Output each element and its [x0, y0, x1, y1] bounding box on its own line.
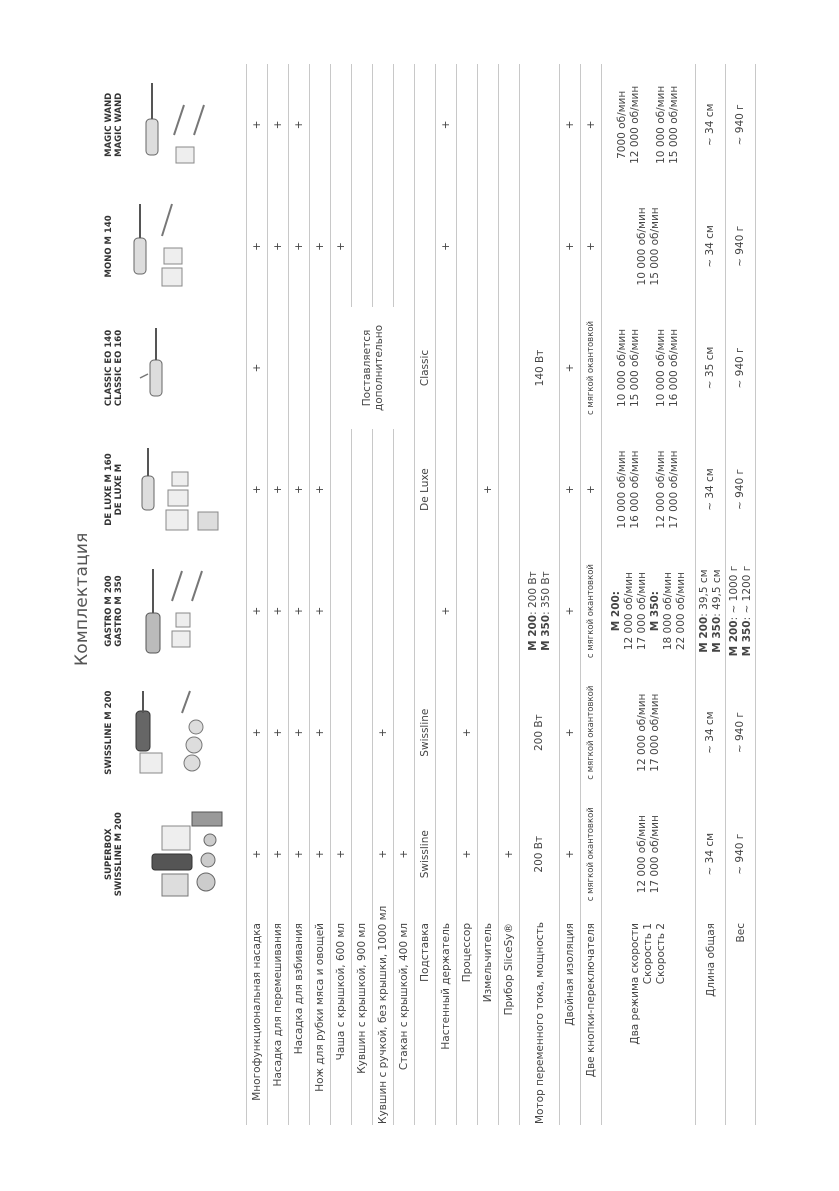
row-label: Вес [726, 915, 756, 1125]
table-cell: + [268, 186, 289, 308]
weight-value: : ~ 1000 г [727, 565, 740, 621]
table-cell: + [289, 550, 310, 672]
table-cell: ~ 34 см [696, 672, 726, 794]
model-label: M 350 [539, 614, 552, 651]
row-label: Длина общая [696, 915, 726, 1125]
speed-value: 15 000 об/мин [668, 85, 680, 164]
table-cell [457, 64, 478, 186]
table-row [289, 64, 310, 1125]
product-name: SWISSLINE M 200 [104, 690, 114, 775]
speed-value: 17 000 об/мин [635, 572, 648, 651]
table-cell [436, 307, 457, 429]
product-name: CLASSIC EO 140 [104, 329, 114, 407]
table-cell: + [247, 64, 268, 186]
blender-set-image [118, 196, 226, 296]
table-cell [499, 550, 520, 672]
table-cell [373, 550, 394, 672]
table-cell: + [560, 793, 581, 915]
speed-value: 15 000 об/мин [648, 207, 661, 286]
table-cell: + [478, 429, 499, 551]
table-cell [289, 307, 310, 429]
power-value: 140 Вт [533, 349, 546, 387]
table-cell: + [289, 793, 310, 915]
row-label: Двойная изоляция [560, 915, 581, 1125]
product-classic [100, 307, 247, 429]
table-row [478, 64, 499, 1125]
table-cell [352, 186, 373, 308]
table-cell: + [560, 64, 581, 186]
table-cell [520, 550, 560, 672]
table-cell [436, 429, 457, 551]
speed-value: 17 000 об/мин [648, 815, 661, 894]
row-label: Кувшин с крышкой, 900 мл [352, 915, 373, 1125]
table-cell: + [436, 550, 457, 672]
table-cell [602, 307, 696, 429]
table-cell [331, 550, 352, 672]
row-label: Настенный держатель [436, 915, 457, 1125]
table-cell: + [268, 64, 289, 186]
speed-value: 12 000 об/мин [635, 693, 648, 772]
table-cell: + [310, 793, 331, 915]
speed-value: 22 000 об/мин [674, 572, 687, 651]
table-cell: + [436, 186, 457, 308]
length-value: : 49,5 см [710, 569, 723, 617]
speed-value: 12 000 об/мин [655, 450, 667, 529]
speed-value: 10 000 об/мин [616, 450, 628, 529]
table-cell: + [457, 672, 478, 794]
row-label: Подставка [415, 915, 436, 1125]
speed-value: 7000 об/мин [616, 90, 628, 159]
table-cell: + [560, 550, 581, 672]
table-cell [478, 307, 499, 429]
table-cell [478, 793, 499, 915]
speed-value: 12 000 об/мин [635, 815, 648, 894]
product-name: MAGIC WAND [104, 92, 114, 157]
table-row [352, 64, 373, 1125]
table-cell [331, 429, 352, 551]
row-label: Насадка для взбивания [289, 915, 310, 1125]
row-label: Чаша с крышкой, 600 мл [331, 915, 352, 1125]
table-cell: + [310, 186, 331, 308]
table-cell [373, 64, 394, 186]
table-cell [415, 550, 436, 672]
table-cell: + [289, 672, 310, 794]
table-row [394, 64, 415, 1125]
table-cell: + [457, 793, 478, 915]
table-cell [602, 429, 696, 551]
table-cell [602, 64, 696, 186]
model-label: M 200 [526, 614, 539, 651]
product-magicwand [100, 64, 247, 186]
table-cell [394, 186, 415, 308]
table-cell: Swissline [415, 793, 436, 915]
table-row [726, 64, 756, 1125]
table-cell [457, 307, 478, 429]
table-cell: + [560, 429, 581, 551]
weight-value: : ~ 1200 г [740, 565, 753, 621]
table-cell [373, 186, 394, 308]
table-row [581, 64, 602, 1125]
product-name: GASTRO M 350 [114, 575, 124, 647]
table-cell [696, 550, 726, 672]
table-cell: De Luxe [415, 429, 436, 551]
product-name: GASTRO M 200 [104, 575, 114, 647]
table-cell: с мягкой окантовкой [581, 307, 602, 429]
table-cell: + [289, 64, 310, 186]
table-cell [394, 550, 415, 672]
row-label: Две кнопки-переключателя [581, 915, 602, 1125]
speed-value: 10 000 об/мин [655, 328, 667, 408]
table-cell [602, 550, 696, 672]
table-cell [352, 429, 373, 551]
table-cell: Classic [415, 307, 436, 429]
model-label: M 350 [740, 620, 753, 657]
product-name: DE LUXE M 160 [104, 453, 114, 526]
table-cell: ~ 34 см [696, 793, 726, 915]
table-cell [352, 672, 373, 794]
table-cell [436, 672, 457, 794]
row-label: Нож для рубки мяса и овощей [310, 915, 331, 1125]
table-cell: + [247, 793, 268, 915]
row-label: Прибор SliceSy® [499, 915, 520, 1125]
speed-value: 12 000 об/мин [622, 572, 635, 651]
row-label: Процессор [457, 915, 478, 1125]
supplied-separately-cell [331, 307, 415, 429]
table-cell [602, 793, 696, 915]
table-cell: ~ 940 г [726, 64, 756, 186]
table-cell [499, 429, 520, 551]
table-cell [415, 64, 436, 186]
table-cell: + [373, 672, 394, 794]
table-cell: 200 Вт [520, 672, 560, 794]
table-row [415, 64, 436, 1125]
speed-value: 15 000 об/мин [629, 328, 641, 408]
table-cell [499, 186, 520, 308]
power-value: : 350 Вт [539, 571, 552, 615]
table-row [436, 64, 457, 1125]
model-label: M 350 [710, 616, 723, 653]
table-row [331, 64, 352, 1125]
speed-value: 16 000 об/мин [629, 450, 641, 529]
table-row [268, 64, 289, 1125]
table-cell [352, 550, 373, 672]
table-cell [478, 64, 499, 186]
table-cell [352, 793, 373, 915]
blender-set-image [128, 804, 236, 904]
model-label: M 200 [727, 620, 740, 657]
table-cell: + [289, 429, 310, 551]
speed-value: 16 000 об/мин [668, 328, 680, 408]
product-name: SWISSLINE M 200 [114, 812, 124, 897]
table-cell [394, 672, 415, 794]
table-cell: + [268, 672, 289, 794]
header-row [100, 64, 247, 1125]
table-cell: + [373, 793, 394, 915]
table-cell: + [247, 550, 268, 672]
model-label: M 200: [609, 590, 622, 632]
table-cell: ~ 940 г [726, 429, 756, 551]
product-superbox [100, 793, 247, 915]
table-cell [726, 550, 756, 672]
table-row [560, 64, 581, 1125]
table-cell: + [331, 186, 352, 308]
row-label-line: Скорость 1 [642, 923, 654, 985]
table-cell: 200 Вт [520, 793, 560, 915]
row-label: Стакан с крышкой, 400 мл [394, 915, 415, 1125]
page-title: Комплектация [72, 532, 92, 666]
row-label: Кувшин с ручкой, без крышки, 1000 мл [373, 915, 394, 1125]
table-cell [331, 672, 352, 794]
product-name: MONO M 140 [104, 215, 114, 278]
table-cell [352, 64, 373, 186]
table-cell [499, 307, 520, 429]
table-cell: + [560, 672, 581, 794]
speed-value: 12 000 об/мин [629, 85, 641, 164]
product-name: MAGIC WAND [114, 92, 124, 157]
blender-set-image [128, 75, 236, 175]
table-cell: ~ 35 см [696, 307, 726, 429]
table-cell: + [581, 429, 602, 551]
table-cell: + [436, 64, 457, 186]
product-deluxe [100, 429, 247, 551]
product-gastro [100, 550, 247, 672]
table-cell [457, 186, 478, 308]
table-cell [394, 429, 415, 551]
table-cell: + [560, 307, 581, 429]
table-row [499, 64, 520, 1125]
table-row [602, 64, 696, 1125]
table-cell [457, 550, 478, 672]
equipment-table [100, 64, 756, 1125]
blender-image [128, 318, 236, 418]
speed-value: 10 000 об/мин [635, 207, 648, 286]
speed-value: 18 000 об/мин [661, 572, 674, 651]
table-cell: ~ 940 г [726, 793, 756, 915]
speed-value: 10 000 об/мин [616, 328, 628, 408]
table-cell: + [331, 793, 352, 915]
table-cell: + [247, 186, 268, 308]
table-cell [436, 793, 457, 915]
table-cell: ~ 34 см [696, 429, 726, 551]
row-label [602, 915, 696, 1125]
table-cell: + [268, 550, 289, 672]
table-cell [520, 64, 560, 186]
table-cell [478, 550, 499, 672]
table-cell: + [499, 793, 520, 915]
table-cell [331, 64, 352, 186]
table-cell: ~ 34 см [696, 186, 726, 308]
table-cell: + [268, 429, 289, 551]
table-cell [310, 307, 331, 429]
speed-value: 17 000 об/мин [668, 450, 680, 529]
power-value: : 200 Вт [526, 571, 539, 615]
table-cell: с мягкой окантовкой [581, 672, 602, 794]
corner-cell [100, 915, 247, 1125]
table-cell: + [394, 793, 415, 915]
blender-set-image [118, 683, 226, 783]
row-label: Измельчитель [478, 915, 499, 1125]
table-cell: + [581, 64, 602, 186]
table-cell [520, 186, 560, 551]
table-cell [415, 186, 436, 308]
table-row [520, 64, 560, 1125]
table-cell [499, 64, 520, 186]
table-cell [310, 64, 331, 186]
blender-set-image [128, 561, 236, 661]
table-cell: + [247, 429, 268, 551]
product-name: DE LUXE M [114, 463, 124, 516]
table-cell [478, 672, 499, 794]
table-cell: Swissline [415, 672, 436, 794]
table-cell [478, 186, 499, 308]
model-label: M 350: [648, 590, 661, 632]
table-cell: ~ 34 см [696, 64, 726, 186]
table-cell [373, 429, 394, 551]
supplied-separately-text: Поставляется дополнительно [360, 324, 385, 412]
table-row [457, 64, 478, 1125]
table-cell: + [581, 186, 602, 308]
model-label: M 200 [697, 616, 710, 653]
table-cell [602, 672, 696, 794]
product-mono [100, 186, 247, 308]
table-cell [499, 672, 520, 794]
table-cell [268, 307, 289, 429]
table-row [310, 64, 331, 1125]
table-cell [457, 429, 478, 551]
table-cell: ~ 940 г [726, 186, 756, 308]
row-label: Насадка для перемешивания [268, 915, 289, 1125]
table-cell: + [289, 186, 310, 308]
product-name: CLASSIC EO 160 [114, 329, 124, 407]
table-cell [394, 64, 415, 186]
product-swissline [100, 672, 247, 794]
table-cell: с мягкой окантовкой [581, 793, 602, 915]
row-label: Мотор переменного тока, мощность [520, 915, 560, 1125]
table-cell: + [247, 307, 268, 429]
table-cell: ~ 940 г [726, 307, 756, 429]
blender-set-image [128, 440, 236, 540]
row-label: Многофункциональная насадка [247, 915, 268, 1125]
table-cell: + [310, 550, 331, 672]
table-row [247, 64, 268, 1125]
speed-value: 10 000 об/мин [655, 85, 667, 164]
table-cell [602, 186, 696, 308]
table-cell: + [310, 672, 331, 794]
table-cell: ~ 940 г [726, 672, 756, 794]
row-label-line: Два режима скорости [629, 923, 641, 1045]
table-cell: + [560, 186, 581, 308]
table-cell: + [247, 672, 268, 794]
table-cell: + [268, 793, 289, 915]
length-value: : 39,5 см [697, 569, 710, 617]
speed-value: 17 000 об/мин [648, 693, 661, 772]
table-row [373, 64, 394, 1125]
table-cell: с мягкой окантовкой [581, 550, 602, 672]
row-label-line: Скорость 2 [655, 923, 667, 985]
table-cell: + [310, 429, 331, 551]
table-row [696, 64, 726, 1125]
product-name: SUPERBOX [104, 828, 114, 880]
